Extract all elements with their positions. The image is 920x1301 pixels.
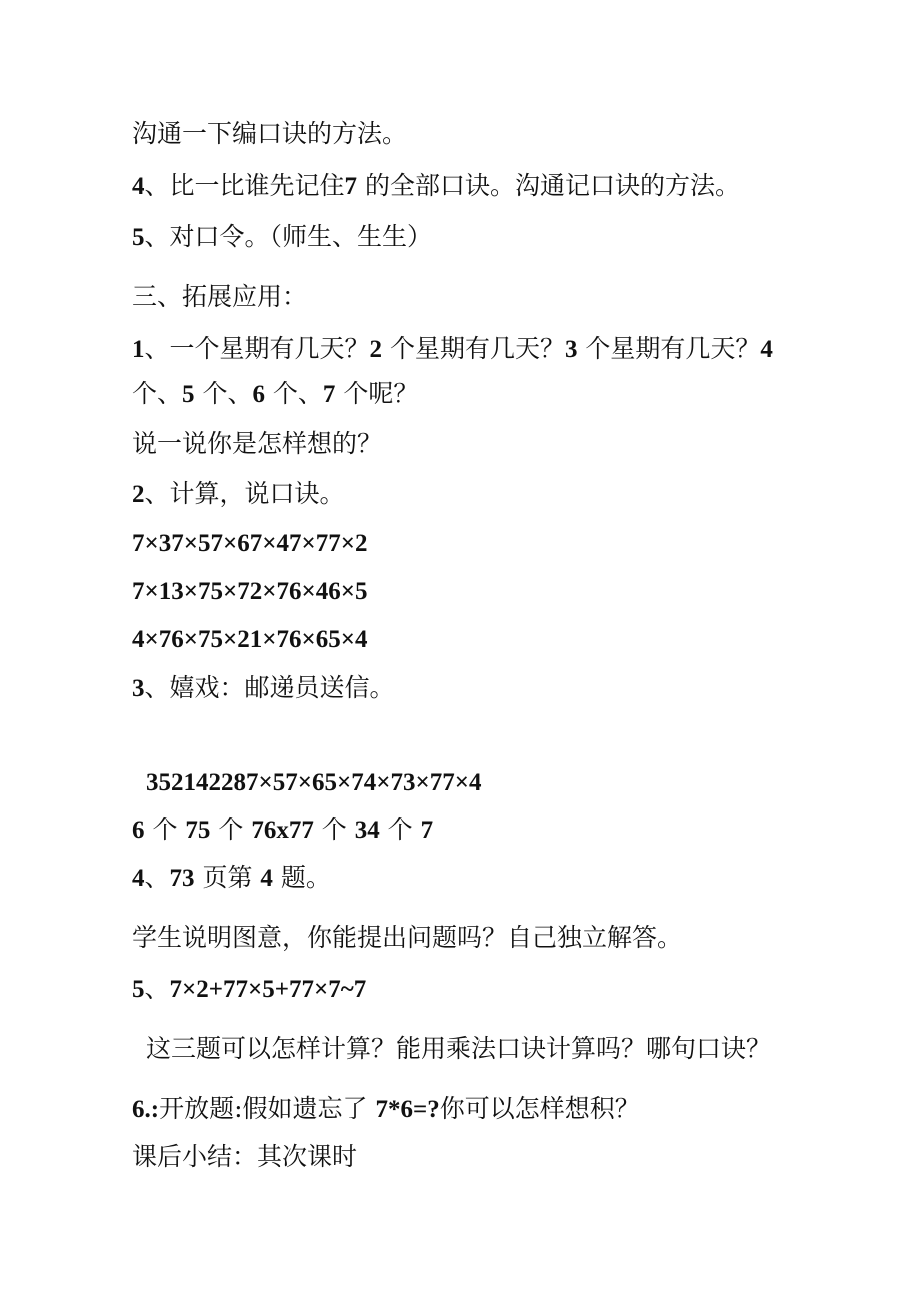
text-line-18	[146, 1033, 771, 1065]
bold-number: 7×2+77×5+77×7~7	[169, 976, 367, 1003]
text-segment: 个呢？	[335, 379, 419, 408]
bold-number: 76x77	[251, 817, 314, 844]
text-segment: 学生说明图意，你能提出问题吗？自己独立解答。	[132, 923, 683, 952]
bold-number: 4	[760, 336, 773, 363]
bold-number: 3	[132, 675, 145, 702]
bold-number: 5	[132, 976, 145, 1003]
text-segment: 沟通一下编口诀的方法。	[132, 119, 408, 148]
formula-line-1	[132, 527, 367, 560]
bold-number: 5	[182, 381, 195, 408]
text-segment: 题。	[272, 863, 331, 892]
formula-line-3	[132, 623, 367, 656]
bold-number: 6	[132, 817, 145, 844]
text-line-7	[132, 428, 382, 460]
bold-number: 6	[252, 381, 265, 408]
bold-number: 4	[260, 865, 273, 892]
bold-number: 4×76×75×21×76×65×4	[132, 626, 368, 653]
text-segment: 这三题可以怎样计算？能用乘法口诀计算吗？哪句口诀？	[146, 1034, 772, 1063]
bold-number: 7×37×57×67×47×77×2	[132, 530, 368, 557]
bold-number: 34	[354, 817, 380, 844]
text-line-2	[132, 170, 740, 203]
text-line-19	[132, 1093, 640, 1126]
text-segment: 、计算，说口诀。	[144, 479, 345, 508]
bold-number: 6.:	[132, 1096, 160, 1123]
text-segment: 、嬉戏：邮递员送信。	[144, 673, 395, 702]
text-line-20	[132, 1141, 357, 1173]
bold-number: 5	[132, 224, 145, 251]
bold-number: 7	[420, 817, 434, 844]
formula-line-4	[146, 766, 481, 799]
text-segment: 的全部口诀。沟通记口诀的方法。	[357, 171, 740, 200]
text-line-1	[132, 118, 407, 150]
text-segment: 个、	[264, 379, 323, 408]
bold-number: 4	[132, 865, 145, 892]
bold-number: 73	[169, 865, 195, 892]
text-segment: 、对口令。（师生、生生）	[144, 222, 433, 251]
text-line-3	[132, 221, 432, 254]
text-segment: 个	[144, 815, 186, 844]
text-segment: 个、	[194, 379, 253, 408]
text-segment: 页第	[194, 863, 261, 892]
text-segment: 个	[379, 815, 421, 844]
section-heading	[132, 281, 307, 313]
bold-number: 7*6=?	[375, 1096, 440, 1123]
text-segment: 、一个星期有几天？	[144, 334, 370, 363]
bold-number: 2	[369, 336, 383, 363]
text-line-16	[132, 922, 682, 954]
bold-number: 2	[132, 481, 145, 508]
text-line-12	[132, 672, 395, 705]
bold-number: 7×13×75×72×76×46×5	[132, 578, 368, 605]
text-line-14	[132, 814, 433, 847]
bold-number: 75	[185, 817, 211, 844]
bold-number: 3	[564, 336, 578, 363]
text-segment: 课后小结：其次课时	[132, 1142, 358, 1171]
bold-number: 1	[132, 336, 145, 363]
text-line-17	[132, 973, 366, 1006]
formula-line-2	[132, 575, 367, 608]
text-line-8	[132, 478, 345, 511]
text-segment: 开放题:假如遗忘了	[159, 1094, 376, 1123]
text-segment: 、比一比谁先记住	[144, 171, 345, 200]
text-segment: 个星期有几天？	[382, 334, 565, 363]
text-segment: 、	[144, 974, 170, 1003]
text-segment: 三、拓展应用：	[132, 282, 308, 311]
text-line-5	[132, 333, 773, 366]
text-line-15	[132, 862, 331, 895]
text-segment: 个	[313, 815, 355, 844]
text-segment: 个	[210, 815, 252, 844]
text-segment: 你可以怎样想积？	[439, 1094, 640, 1123]
text-segment: 个、	[132, 379, 183, 408]
bold-number: 7	[322, 381, 336, 408]
text-line-6	[132, 378, 418, 411]
text-segment: 说一说你是怎样想的？	[132, 429, 383, 458]
bold-number: 7	[344, 173, 358, 200]
text-segment: 个星期有几天？	[577, 334, 761, 363]
text-segment: 、	[144, 863, 170, 892]
bold-number: 352142287×57×65×74×73×77×4	[146, 769, 482, 796]
bold-number: 4	[132, 173, 145, 200]
